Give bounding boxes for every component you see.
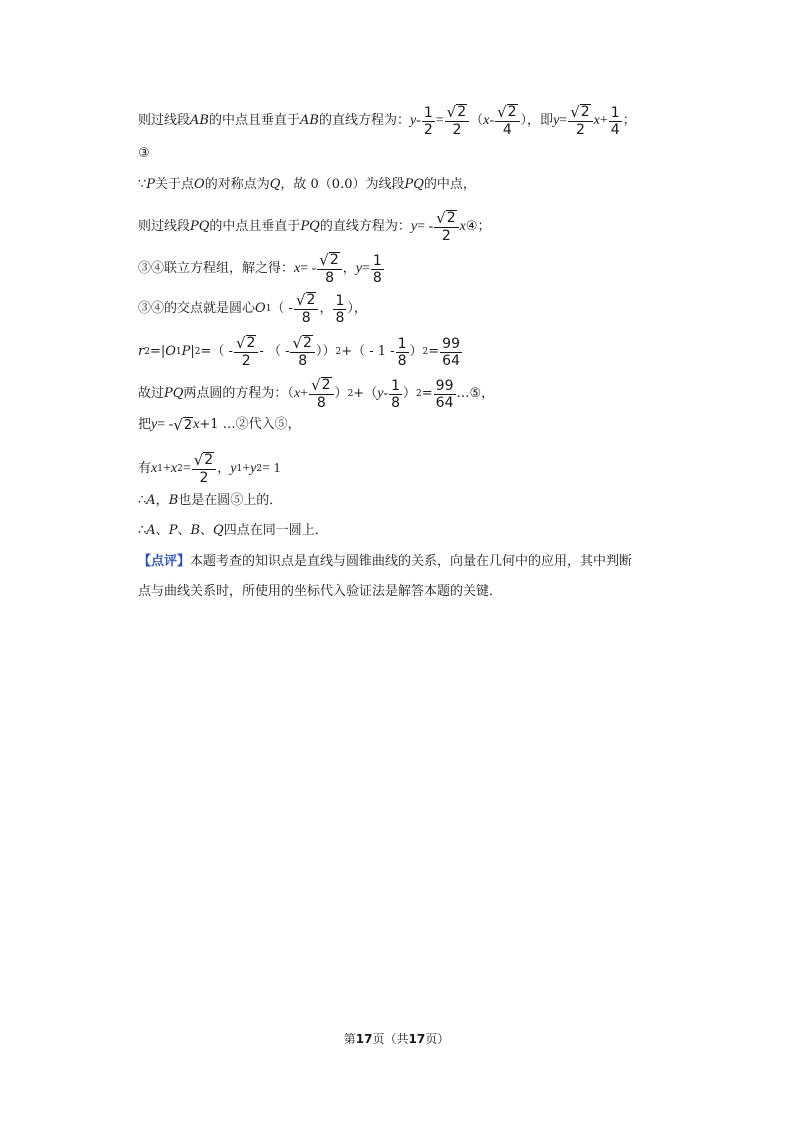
text: 的直线方程为： <box>318 113 410 128</box>
op: | <box>190 344 195 359</box>
fraction: √ 2 8 <box>290 335 314 369</box>
superscript: 2 <box>347 389 354 399</box>
text: 、 <box>200 523 214 538</box>
text: 把 <box>138 417 152 432</box>
var-q: Q <box>213 523 224 538</box>
subscript: 1 <box>157 464 163 474</box>
comment-text: 本题考查的知识点是直线与圆锥曲线的关系，向量在几何中的应用，其中判断 <box>190 554 633 569</box>
subscript: 2 <box>256 464 263 474</box>
subscript: 1 <box>175 347 182 357</box>
superscript: 2 <box>194 347 201 357</box>
fraction: √ 2 2 <box>234 335 258 369</box>
var-a: A <box>146 523 156 538</box>
fraction: $\frac{1}{4}$ <box>610 104 620 138</box>
therefore-symbol: ∴ <box>138 523 147 538</box>
text: 的中点且垂直于 <box>208 113 300 128</box>
fraction: $\frac{1}{8}$ <box>335 292 345 326</box>
text: 则过线段 <box>138 219 191 234</box>
text: ） <box>403 386 417 401</box>
var-pq: PQ <box>300 219 320 234</box>
fraction: √ 2 2 <box>192 452 216 486</box>
fraction: √ 2 2 <box>568 104 592 138</box>
text: ， <box>155 493 169 508</box>
footer-text: 第 <box>343 1032 356 1046</box>
var-y: y <box>355 261 363 276</box>
var-b: B <box>168 493 179 508</box>
text: - （ - <box>259 344 290 359</box>
text: 的对称点为 <box>204 177 270 192</box>
op: = - <box>417 219 434 234</box>
comment-line-1 <box>138 553 733 571</box>
fraction: √ 2 4 <box>495 104 519 138</box>
var-y: y <box>553 113 560 128</box>
text: ） <box>334 386 348 401</box>
var-o: O <box>194 177 205 192</box>
text: 、 <box>177 523 191 538</box>
circled-number: ④ <box>465 219 478 234</box>
text: ）） <box>315 344 336 359</box>
solution-line-5 <box>138 252 733 286</box>
text: ， <box>319 301 333 316</box>
text: ③④联立方程组，解之得： <box>138 261 295 276</box>
op: - <box>416 113 421 128</box>
footer-text: 页（共 <box>372 1032 409 1046</box>
superscript: 2 <box>335 347 342 357</box>
superscript: 2 <box>422 347 429 357</box>
var-x: x <box>459 219 466 234</box>
op: = <box>182 461 191 476</box>
var-x: x <box>170 461 178 476</box>
solution-line-9 <box>138 416 733 434</box>
comment-text: 点与曲线关系时，所使用的坐标代入验证法是解答本题的关键． <box>138 584 503 599</box>
var-y: y <box>410 219 418 234</box>
var-y: y <box>151 417 158 432</box>
var-p: P <box>168 523 178 538</box>
text: ， <box>217 461 231 476</box>
fraction: $\frac{99}{64}$ <box>442 335 460 369</box>
var-b: B <box>190 523 201 538</box>
text: ）， <box>347 301 367 316</box>
text: +1 …②代入⑤， <box>199 417 301 432</box>
op: = <box>362 261 370 276</box>
var-ab: AB <box>190 113 209 128</box>
var-x: x <box>593 113 600 128</box>
var-y: y <box>230 461 237 476</box>
op: + <box>599 113 608 128</box>
footer-text: 页） <box>425 1032 450 1046</box>
solution-line-6 <box>138 292 733 326</box>
total-pages: 17 <box>408 1032 426 1046</box>
solution-line-10 <box>138 452 733 486</box>
subscript: 1 <box>236 464 243 474</box>
var-o: O <box>255 301 266 316</box>
op: = - <box>157 417 174 432</box>
comment-tag: 【点评】 <box>138 554 191 569</box>
op: + <box>242 461 251 476</box>
solution-line-11 <box>138 492 733 510</box>
superscript: 2 <box>144 347 150 357</box>
var-y: y <box>250 461 257 476</box>
var-r: r <box>138 344 145 359</box>
op: = <box>435 113 444 128</box>
var-x: x <box>193 417 200 432</box>
fraction: √ 2 8 <box>294 292 318 326</box>
var-y: y <box>377 386 384 401</box>
var-ab: AB <box>299 113 319 128</box>
fraction: $\frac{1}{8}$ <box>372 252 382 286</box>
text: ， <box>342 261 356 276</box>
page-number: 17 <box>355 1032 373 1046</box>
solution-line-12 <box>138 522 733 540</box>
fraction: √ 2 8 <box>317 252 341 286</box>
op: - <box>383 386 389 401</box>
op: = - <box>300 261 317 276</box>
op: = <box>421 386 433 401</box>
text: …⑤， <box>456 386 495 401</box>
text: 两点圆的方程为：（ <box>183 386 294 401</box>
var-x: x <box>151 461 158 476</box>
circled-number: ③ <box>138 146 150 161</box>
text: 的中点且垂直于 <box>209 219 301 234</box>
var-q: Q <box>269 177 281 192</box>
op: =| <box>149 344 166 359</box>
var-a: A <box>146 493 156 508</box>
text: （ <box>470 113 484 128</box>
text: ，故 0（0.0）为线段 <box>280 177 405 192</box>
var-x: x <box>483 113 490 128</box>
fraction: $\frac{1}{8}$ <box>391 377 401 411</box>
solution-line-1 <box>138 104 733 138</box>
text: 有 <box>138 461 152 476</box>
fraction: $\frac{99}{64}$ <box>435 377 454 411</box>
text: 的中点， <box>423 177 476 192</box>
var-pq: PQ <box>404 177 424 192</box>
var-x: x <box>294 261 301 276</box>
op: = <box>559 113 568 128</box>
text: +（ <box>353 386 378 401</box>
text: 则过线段 <box>138 113 191 128</box>
text: 的直线方程为： <box>319 219 411 234</box>
op: - <box>489 113 495 128</box>
because-symbol: ∵ <box>138 177 147 192</box>
comment-line-2 <box>138 583 733 601</box>
text: 故过 <box>138 386 165 401</box>
text: 、 <box>155 523 169 538</box>
var-o: O <box>165 344 176 359</box>
op: + <box>162 461 171 476</box>
var-pq: PQ <box>164 386 184 401</box>
var-p: P <box>181 344 191 359</box>
text: ），即 <box>520 113 554 128</box>
fraction: √ 2 2 <box>434 210 458 244</box>
var-x: x <box>293 386 301 401</box>
text: ； <box>477 219 491 234</box>
superscript: 2 <box>416 389 422 399</box>
solution-line-3 <box>138 176 733 194</box>
solution-line-8 <box>138 377 733 411</box>
var-p: P <box>146 177 156 192</box>
subscript: 1 <box>265 304 272 314</box>
var-pq: PQ <box>190 219 210 234</box>
text: 四点在同一圆上． <box>223 523 328 538</box>
text: ③④的交点就是圆心 <box>138 301 256 316</box>
solution-line-4 <box>138 210 733 244</box>
var-y: y <box>409 113 417 128</box>
text: 也是在圆⑤上的． <box>178 493 283 508</box>
solution-line-7 <box>138 335 733 369</box>
page-footer <box>0 1030 793 1047</box>
text: 关于点 <box>155 177 195 192</box>
text: ） <box>409 344 423 359</box>
subscript: 2 <box>177 464 183 474</box>
text: ； <box>622 113 636 128</box>
fraction: √ 2 8 <box>309 377 333 411</box>
text: +（ - 1 - <box>341 344 395 359</box>
square-root: √ 2 <box>173 416 193 434</box>
text: =（ - <box>200 344 233 359</box>
text: （ - <box>271 301 293 316</box>
fraction: $\frac{1}{8}$ <box>397 335 407 369</box>
fraction: √ 2 2 <box>445 104 469 138</box>
op: = 1 <box>262 461 281 476</box>
op: + <box>300 386 309 401</box>
therefore-symbol: ∴ <box>138 493 147 508</box>
fraction: $\frac{1}{2}$ <box>423 104 433 138</box>
solution-line-2 <box>138 145 733 163</box>
op: = <box>428 344 440 359</box>
